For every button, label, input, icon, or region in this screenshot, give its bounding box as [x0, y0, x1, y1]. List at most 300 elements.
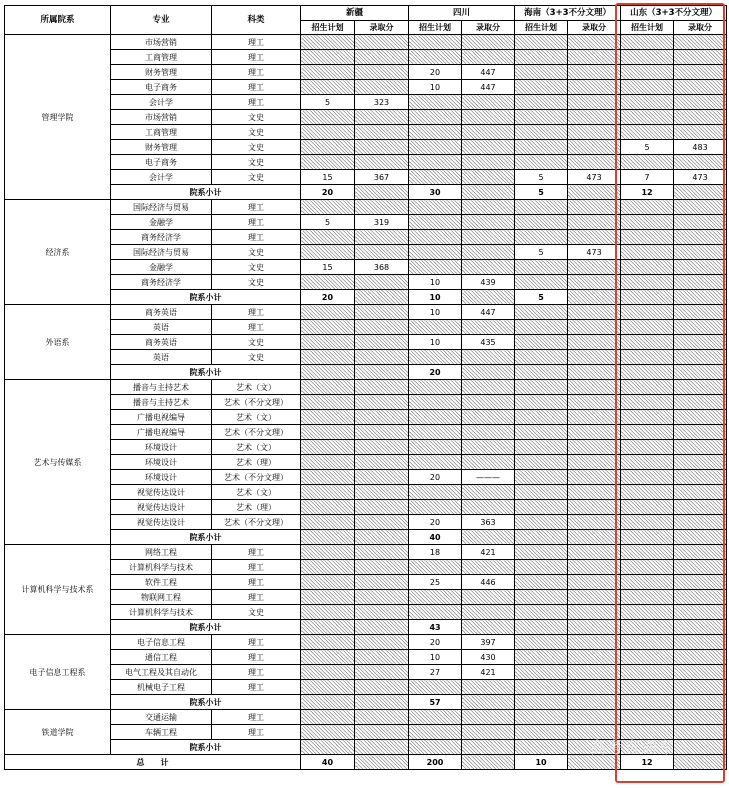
plan-cell — [515, 485, 568, 500]
score-cell — [355, 485, 409, 500]
score-cell — [355, 500, 409, 515]
subtotal-blank — [355, 740, 409, 755]
major-cell: 国际经济与贸易 — [111, 245, 212, 260]
plan-cell — [301, 605, 355, 620]
subtotal-value: 20 — [301, 290, 355, 305]
subject-cell: 艺术（不分文理） — [212, 515, 301, 530]
subtotal-value: 10 — [409, 290, 462, 305]
plan-cell — [409, 440, 462, 455]
plan-cell — [301, 515, 355, 530]
plan-cell: 5 — [301, 215, 355, 230]
plan-cell — [621, 125, 674, 140]
score-cell: 473 — [568, 170, 621, 185]
score-cell — [674, 110, 727, 125]
plan-cell — [515, 95, 568, 110]
score-cell — [674, 320, 727, 335]
score-cell — [355, 425, 409, 440]
subject-cell: 理工 — [212, 650, 301, 665]
plan-cell — [621, 200, 674, 215]
plan-cell — [515, 230, 568, 245]
score-cell — [568, 410, 621, 425]
score-cell — [674, 500, 727, 515]
score-cell: 439 — [462, 275, 515, 290]
plan-cell — [301, 590, 355, 605]
score-cell — [568, 350, 621, 365]
score-cell — [568, 650, 621, 665]
subtotal-blank — [355, 290, 409, 305]
subtotal-value — [515, 620, 568, 635]
subtotal-blank — [568, 695, 621, 710]
major-cell: 计算机科学与技术 — [111, 560, 212, 575]
score-cell: 368 — [355, 260, 409, 275]
score-cell — [355, 50, 409, 65]
score-cell — [355, 155, 409, 170]
score-cell: 447 — [462, 80, 515, 95]
major-cell: 金融学 — [111, 260, 212, 275]
plan-cell — [301, 275, 355, 290]
subtotal-value — [621, 620, 674, 635]
plan-cell — [621, 515, 674, 530]
subtotal-blank — [674, 695, 727, 710]
table-row — [5, 710, 727, 725]
score-cell — [355, 470, 409, 485]
total-blank — [355, 755, 409, 770]
score-cell — [674, 545, 727, 560]
subject-cell: 文史 — [212, 260, 301, 275]
table-row — [5, 80, 727, 95]
plan-cell — [409, 455, 462, 470]
table-row — [5, 650, 727, 665]
subtotal-value — [621, 365, 674, 380]
major-cell: 环境设计 — [111, 440, 212, 455]
subtotal-blank — [355, 620, 409, 635]
score-cell — [568, 125, 621, 140]
subject-cell: 文史 — [212, 350, 301, 365]
plan-cell — [301, 200, 355, 215]
table-row — [5, 635, 727, 650]
plan-cell: 5 — [515, 170, 568, 185]
plan-cell — [301, 305, 355, 320]
subtotal-blank — [674, 290, 727, 305]
plan-cell — [515, 380, 568, 395]
province-header: 四川 — [409, 6, 515, 21]
score-cell — [674, 155, 727, 170]
score-cell — [355, 575, 409, 590]
plan-cell: 15 — [301, 170, 355, 185]
total-label: 总 计 — [5, 755, 301, 770]
score-cell — [674, 275, 727, 290]
plan-cell: 20 — [409, 65, 462, 80]
score-cell — [674, 710, 727, 725]
subtotal-blank — [355, 530, 409, 545]
subtotal-label: 院系小计 — [111, 290, 301, 305]
table-row — [5, 245, 727, 260]
plan-cell — [621, 380, 674, 395]
score-cell — [568, 455, 621, 470]
table-row — [5, 95, 727, 110]
major-cell: 会计学 — [111, 170, 212, 185]
subject-cell: 理工 — [212, 575, 301, 590]
score-cell — [568, 260, 621, 275]
plan-cell — [515, 80, 568, 95]
plan-cell — [301, 335, 355, 350]
plan-cell: 18 — [409, 545, 462, 560]
table-row — [5, 500, 727, 515]
subject-cell: 理工 — [212, 320, 301, 335]
score-cell: ——— — [462, 470, 515, 485]
subtotal-row — [5, 185, 727, 200]
score-cell: 473 — [674, 170, 727, 185]
plan-cell — [621, 80, 674, 95]
subtotal-value: 12 — [621, 185, 674, 200]
subtotal-blank — [462, 290, 515, 305]
plan-cell — [515, 215, 568, 230]
score-cell — [568, 95, 621, 110]
score-cell — [674, 455, 727, 470]
table-row — [5, 305, 727, 320]
score-cell — [568, 680, 621, 695]
table-row — [5, 395, 727, 410]
subtotal-value — [409, 740, 462, 755]
plan-cell — [301, 650, 355, 665]
plan-cell — [301, 395, 355, 410]
subtotal-blank — [568, 185, 621, 200]
subject-cell: 理工 — [212, 305, 301, 320]
subtotal-value — [301, 365, 355, 380]
score-cell: 483 — [674, 140, 727, 155]
subject-cell: 理工 — [212, 590, 301, 605]
subject-cell: 理工 — [212, 725, 301, 740]
dept-name: 管理学院 — [5, 35, 111, 200]
table-row — [5, 335, 727, 350]
table-row — [5, 485, 727, 500]
plan-cell — [621, 455, 674, 470]
plan-cell — [515, 320, 568, 335]
subject-cell: 文史 — [212, 140, 301, 155]
plan-cell — [515, 260, 568, 275]
plan-cell — [301, 545, 355, 560]
table-row — [5, 350, 727, 365]
plan-cell — [621, 65, 674, 80]
major-cell: 工商管理 — [111, 50, 212, 65]
plan-cell — [301, 80, 355, 95]
plan-cell — [409, 560, 462, 575]
score-cell — [674, 215, 727, 230]
plan-cell — [301, 680, 355, 695]
plan-cell — [409, 110, 462, 125]
table-row — [5, 200, 727, 215]
score-cell — [355, 275, 409, 290]
subtotal-value — [301, 695, 355, 710]
score-cell — [674, 95, 727, 110]
score-cell — [674, 65, 727, 80]
score-cell — [568, 545, 621, 560]
plan-cell — [409, 140, 462, 155]
score-cell — [355, 725, 409, 740]
table-row — [5, 140, 727, 155]
plan-cell — [515, 110, 568, 125]
score-cell — [462, 680, 515, 695]
plan-cell — [301, 320, 355, 335]
plan-cell — [301, 410, 355, 425]
score-cell — [355, 230, 409, 245]
table-row — [5, 410, 727, 425]
major-cell: 车辆工程 — [111, 725, 212, 740]
table-row — [5, 65, 727, 80]
plan-cell — [301, 380, 355, 395]
plan-cell: 10 — [409, 650, 462, 665]
score-cell — [568, 80, 621, 95]
subtotal-value: 57 — [409, 695, 462, 710]
dept-name: 计算机科学与技术系 — [5, 545, 111, 635]
score-cell — [355, 590, 409, 605]
major-header: 专业 — [111, 6, 212, 35]
score-cell — [355, 320, 409, 335]
major-cell: 软件工程 — [111, 575, 212, 590]
plan-cell — [409, 215, 462, 230]
score-cell — [462, 380, 515, 395]
score-cell — [674, 125, 727, 140]
score-cell — [568, 605, 621, 620]
score-cell — [674, 575, 727, 590]
score-cell — [462, 440, 515, 455]
plan-cell — [301, 350, 355, 365]
score-cell — [355, 200, 409, 215]
subject-cell: 文史 — [212, 170, 301, 185]
score-cell — [355, 305, 409, 320]
subtotal-row — [5, 695, 727, 710]
plan-cell — [301, 425, 355, 440]
plan-cell — [621, 470, 674, 485]
plan-cell — [621, 710, 674, 725]
score-cell — [568, 470, 621, 485]
subtotal-label: 院系小计 — [111, 620, 301, 635]
plan-cell — [301, 155, 355, 170]
score-cell — [674, 560, 727, 575]
subject-cell: 艺术（文） — [212, 440, 301, 455]
plan-cell — [409, 320, 462, 335]
subtotal-blank — [462, 620, 515, 635]
subject-cell: 文史 — [212, 605, 301, 620]
major-cell: 机械电子工程 — [111, 680, 212, 695]
plan-cell — [621, 50, 674, 65]
plan-cell — [515, 125, 568, 140]
major-cell: 广播电视编导 — [111, 425, 212, 440]
plan-header: 招生计划 — [621, 21, 674, 35]
subtotal-blank — [462, 695, 515, 710]
plan-cell — [409, 500, 462, 515]
subtotal-blank — [462, 185, 515, 200]
plan-cell — [409, 410, 462, 425]
plan-cell — [621, 260, 674, 275]
plan-cell — [621, 320, 674, 335]
subtotal-value — [515, 530, 568, 545]
subject-cell: 艺术（不分文理） — [212, 425, 301, 440]
score-cell — [355, 65, 409, 80]
subject-cell: 理工 — [212, 680, 301, 695]
score-cell — [355, 140, 409, 155]
plan-cell — [515, 665, 568, 680]
major-cell: 视觉传达设计 — [111, 485, 212, 500]
total-value: 40 — [301, 755, 355, 770]
score-cell — [462, 50, 515, 65]
province-header: 山东（3+3不分文理） — [621, 6, 727, 21]
subject-cell: 理工 — [212, 635, 301, 650]
table-row — [5, 35, 727, 50]
plan-cell — [621, 650, 674, 665]
subtotal-blank — [355, 185, 409, 200]
subtotal-value — [621, 695, 674, 710]
score-cell — [462, 500, 515, 515]
score-cell — [568, 425, 621, 440]
subtotal-label: 院系小计 — [111, 365, 301, 380]
score-cell: 447 — [462, 65, 515, 80]
plan-cell — [301, 125, 355, 140]
score-cell — [462, 605, 515, 620]
score-cell — [568, 140, 621, 155]
dept-name: 经济系 — [5, 200, 111, 305]
plan-cell — [621, 245, 674, 260]
plan-cell: 20 — [409, 515, 462, 530]
major-cell: 财务管理 — [111, 140, 212, 155]
subtotal-value — [515, 365, 568, 380]
score-cell — [355, 560, 409, 575]
admission-table — [4, 5, 727, 770]
score-cell — [355, 350, 409, 365]
major-cell: 电子商务 — [111, 155, 212, 170]
score-cell — [462, 590, 515, 605]
plan-cell — [515, 200, 568, 215]
score-cell: 473 — [568, 245, 621, 260]
table-row — [5, 260, 727, 275]
score-cell — [568, 635, 621, 650]
plan-cell — [409, 125, 462, 140]
table-row — [5, 170, 727, 185]
score-cell — [568, 275, 621, 290]
score-cell — [462, 560, 515, 575]
plan-cell — [515, 725, 568, 740]
plan-cell — [515, 560, 568, 575]
subject-cell: 理工 — [212, 545, 301, 560]
table-row — [5, 680, 727, 695]
plan-cell — [621, 35, 674, 50]
table-row — [5, 440, 727, 455]
table-row — [5, 125, 727, 140]
plan-cell — [621, 425, 674, 440]
major-cell: 环境设计 — [111, 455, 212, 470]
score-cell — [462, 455, 515, 470]
score-cell — [462, 260, 515, 275]
score-cell — [355, 335, 409, 350]
plan-header: 招生计划 — [409, 21, 462, 35]
subtotal-blank — [568, 530, 621, 545]
total-blank — [462, 755, 515, 770]
subtotal-blank — [462, 530, 515, 545]
score-cell — [355, 605, 409, 620]
subtotal-value: 20 — [409, 365, 462, 380]
plan-cell — [301, 485, 355, 500]
score-cell — [355, 80, 409, 95]
subtotal-blank — [674, 530, 727, 545]
plan-cell — [301, 50, 355, 65]
table-row — [5, 425, 727, 440]
subtotal-blank — [674, 185, 727, 200]
plan-cell — [301, 140, 355, 155]
subtotal-value — [301, 620, 355, 635]
plan-cell — [409, 710, 462, 725]
subtotal-row — [5, 365, 727, 380]
table-row — [5, 155, 727, 170]
major-cell: 工商管理 — [111, 125, 212, 140]
plan-cell — [301, 665, 355, 680]
score-cell: 430 — [462, 650, 515, 665]
score-cell — [462, 245, 515, 260]
score-cell — [568, 35, 621, 50]
plan-cell — [301, 65, 355, 80]
table-row — [5, 110, 727, 125]
score-cell — [568, 305, 621, 320]
major-cell: 播音与主持艺术 — [111, 380, 212, 395]
score-header: 录取分 — [568, 21, 621, 35]
subtotal-value — [301, 740, 355, 755]
score-cell — [462, 395, 515, 410]
plan-cell — [301, 575, 355, 590]
score-cell — [568, 215, 621, 230]
plan-cell — [301, 710, 355, 725]
plan-cell — [515, 305, 568, 320]
score-cell — [674, 380, 727, 395]
plan-cell — [515, 500, 568, 515]
table-row — [5, 215, 727, 230]
score-cell: 367 — [355, 170, 409, 185]
major-cell: 英语 — [111, 350, 212, 365]
subtotal-value: 5 — [515, 185, 568, 200]
subtotal-label: 院系小计 — [111, 740, 301, 755]
plan-cell — [409, 605, 462, 620]
score-cell — [674, 230, 727, 245]
plan-cell — [409, 95, 462, 110]
score-cell: 323 — [355, 95, 409, 110]
plan-cell — [409, 350, 462, 365]
subject-cell: 理工 — [212, 215, 301, 230]
table-row — [5, 605, 727, 620]
subtotal-label: 院系小计 — [111, 530, 301, 545]
score-header: 录取分 — [674, 21, 727, 35]
score-cell — [674, 425, 727, 440]
plan-cell — [409, 590, 462, 605]
subject-cell: 理工 — [212, 665, 301, 680]
subject-cell: 艺术（不分文理） — [212, 470, 301, 485]
score-header: 录取分 — [462, 21, 515, 35]
admission-sheet — [4, 5, 727, 770]
score-cell — [355, 395, 409, 410]
subject-cell: 文史 — [212, 245, 301, 260]
plan-cell — [515, 710, 568, 725]
plan-cell — [515, 35, 568, 50]
table-row — [5, 455, 727, 470]
plan-cell: 10 — [409, 275, 462, 290]
plan-cell: 5 — [621, 140, 674, 155]
major-cell: 商务经济学 — [111, 275, 212, 290]
plan-cell — [515, 425, 568, 440]
score-cell — [462, 710, 515, 725]
major-cell: 会计学 — [111, 95, 212, 110]
plan-cell — [621, 410, 674, 425]
subtotal-row — [5, 620, 727, 635]
table-row — [5, 545, 727, 560]
plan-cell — [515, 680, 568, 695]
score-cell — [462, 35, 515, 50]
